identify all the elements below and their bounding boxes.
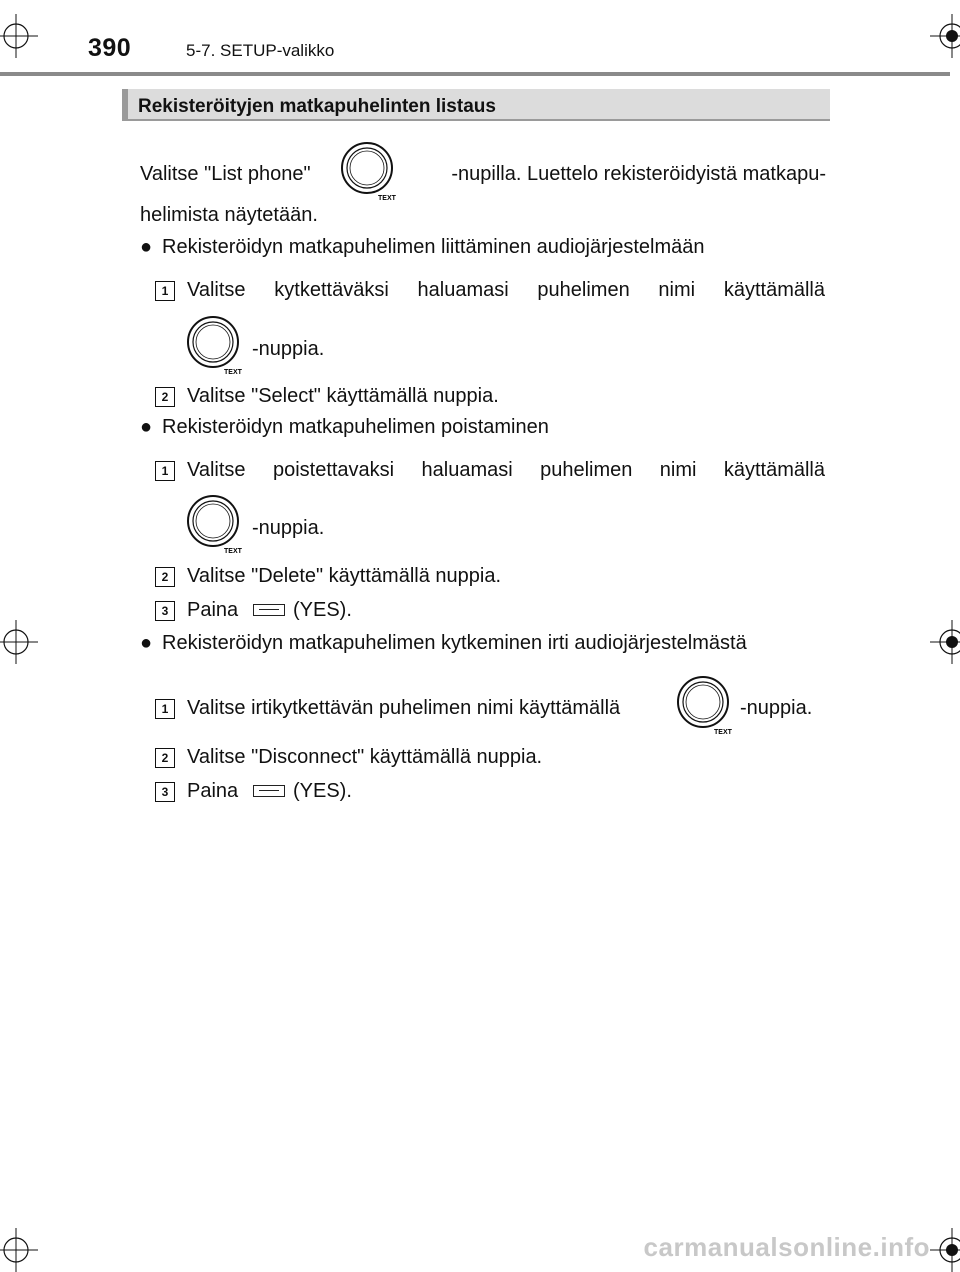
bullet-glyph: ●: [140, 632, 153, 654]
step-number: 2: [155, 567, 175, 587]
step-text: Valitse irtikytkettävän puhelimen nimi käyttämällä: [187, 697, 621, 719]
step-text: [187, 459, 825, 482]
running-head: 5-7. SETUP-valikko: [186, 41, 335, 60]
step-number: 1: [155, 699, 175, 719]
step-text-content: Valitse kytkettäväksi haluamasi puhelimen nimi käyttämällä: [187, 279, 825, 301]
step-text: [187, 279, 825, 302]
step-text: Valitse "Select" käyttämällä nuppia.: [187, 385, 499, 407]
text-knob-icon: [676, 675, 738, 737]
step-text-after: -nuppia.: [740, 697, 813, 719]
intro-line1-left: Valitse "List phone": [140, 163, 311, 185]
text-knob-icon: [186, 494, 248, 556]
intro-line1-right: -nupilla. Luettelo rekisteröidyistä matkapu-: [451, 163, 826, 185]
yes-button-icon: [253, 785, 285, 797]
text-knob-icon: [186, 315, 248, 377]
step-text-content: Valitse poistettavaksi haluamasi puhelimen nimi käyttämällä: [187, 459, 825, 481]
step-text-after: -nuppia.: [252, 338, 325, 360]
bullet-glyph: ●: [140, 236, 153, 258]
step-text-after: -nuppia.: [252, 517, 325, 539]
step-number: 1: [155, 461, 175, 481]
page-number: 390: [88, 34, 132, 62]
registration-mark-icon: [930, 14, 960, 58]
text-knob-icon: [340, 141, 402, 203]
step-number: 2: [155, 748, 175, 768]
svg-text:TEXT: TEXT: [224, 369, 242, 376]
bullet-title: Rekisteröidyn matkapuhelimen liittäminen audiojärjestelmään: [162, 236, 705, 258]
registration-mark-icon: [0, 620, 38, 664]
registration-mark-icon: [0, 1228, 38, 1272]
svg-text:TEXT: TEXT: [378, 195, 396, 202]
step-number: 1: [155, 281, 175, 301]
section-title: Rekisteröityjen matkapuhelinten listaus: [138, 96, 496, 117]
bullet-glyph: ●: [140, 416, 153, 438]
yes-button-icon: [253, 604, 285, 616]
svg-text:TEXT: TEXT: [224, 548, 242, 555]
step-text-before: Paina: [187, 599, 239, 621]
step-number: 3: [155, 601, 175, 621]
registration-mark-icon: [930, 1228, 960, 1272]
intro-line2: helimista näytetään.: [140, 204, 318, 226]
step-number: 3: [155, 782, 175, 802]
step-text: Valitse "Delete" käyttämällä nuppia.: [187, 565, 501, 587]
registration-mark-icon: [930, 620, 960, 664]
registration-mark-icon: [0, 14, 38, 58]
bullet-title: Rekisteröidyn matkapuhelimen poistaminen: [162, 416, 549, 438]
step-text: Valitse "Disconnect" käyttämällä nuppia.: [187, 746, 543, 768]
step-text-before: Paina: [187, 780, 239, 802]
svg-text:TEXT: TEXT: [714, 729, 732, 736]
bullet-title: Rekisteröidyn matkapuhelimen kytkeminen irti audiojärjestelmästä: [162, 632, 747, 654]
step-text-after: (YES).: [293, 780, 352, 802]
step-text-after: (YES).: [293, 599, 352, 621]
header-rule: [0, 72, 950, 76]
watermark: carmanualsonline.info: [643, 1232, 930, 1262]
step-number: 2: [155, 387, 175, 407]
